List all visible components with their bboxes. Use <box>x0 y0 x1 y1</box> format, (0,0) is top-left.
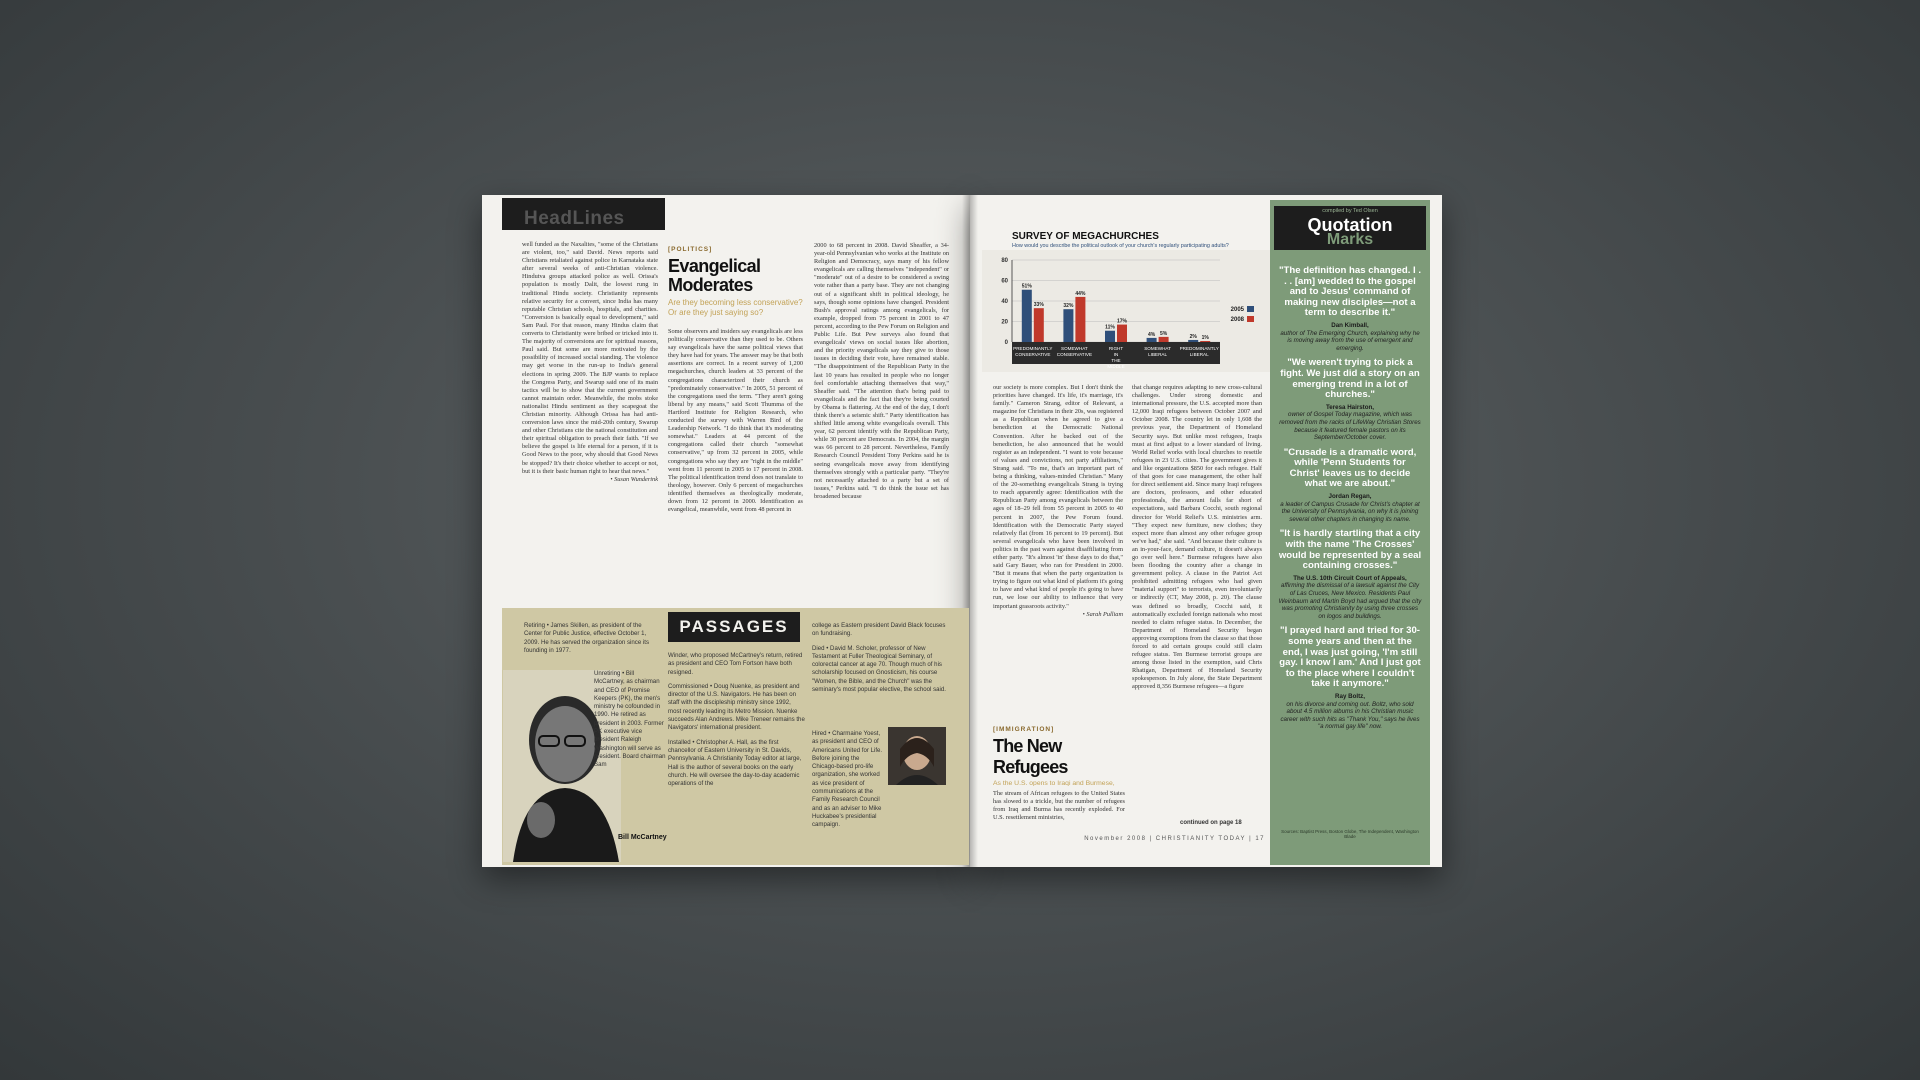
quote-item <box>1278 358 1422 441</box>
chart-bar <box>1022 290 1032 342</box>
chart-data-label: 44% <box>1075 290 1086 297</box>
passages-col-2 <box>668 652 805 857</box>
chart-data-label: 4% <box>1147 331 1156 338</box>
passage-commissioned: Commissioned • Doug Nuenke, as president and director of the U.S. Navigators. He has been on staff with the discipleship ministry since 1992, most recently leading its Metro Mission. Nuenke succeeds Alan Andrews. Mike Treneer remains the Navigators' international president. <box>668 682 805 732</box>
chart-bar <box>1188 340 1198 342</box>
immigration-header <box>993 726 1125 786</box>
chart-legend-label: 2008 <box>1230 317 1244 323</box>
chart-bar <box>1075 297 1085 342</box>
passage-col3-cont: college as Eastern president David Black focuses on fundraising. <box>812 622 946 638</box>
quote-item <box>1278 626 1422 731</box>
quote-context: author of The Emerging Church, explaining why he is moving away from the use of emergent and emerging. <box>1280 329 1420 352</box>
chart-bar <box>1200 341 1210 342</box>
article-col-2 <box>668 328 803 604</box>
chart-bar <box>1034 308 1044 342</box>
article-col-1-text: well funded as the Naxalites, "some of the Christians are violent, too," said David. News reports said Christians retaliated against police in Karnataka state after several weeks of anti-Christian violence. Hindutva groups attacked police as well. Orissa's population is mostly Dalit, the lowest rung in traditional Hindu society. Christianity represents relative security for a convert, since India has many reputable Christian schools, hospitals, and charities. "Conversion is basically equal to development," said Sam Paul. For that reason, many Hindus claim that converts to Christianity were bribed or tricked into it. The majority of conversions are for spiritual reasons, Paul said. But some are more motivated by the possibility of increased social standing. The violence may get worse in the run-up to India's general elections in spring 2009. The BJP wants to replace the Congress Party, and Swarup said one of its main tactics will be to show that the current government cannot maintain order. Meanwhile, the mobs stoke nationalist Hindu sentiment as they scapegoat the Christian minority. Although Orissa has had anti-conversion laws since the mid-20th century, Swarup and other Christians cite the national constitution and their spiritual obligation to preach their faith. "If we believe the gospel is life eternal for a person, if it is Good News to the poor, why should that Good News be stopped? It's their choice whether to accept or not, but it is their basic human right to hear that news." <box>522 241 658 475</box>
passage-installed: Installed • Christopher A. Hall, as the first chancellor of Eastern University in St. Davids, Pennsylvania. A Christianity Today editor at large, Hall is the author of several books on the early church. He will oversee the day-to-day academic operations of the <box>668 738 802 788</box>
right-article-col-1b-text: The stream of African refugees to the United States has slowed to a trickle, but the number of refugees from Iraq and Burma has recently exploded. For U.S. resettlement ministries, <box>993 790 1125 822</box>
quote-text: "I prayed hard and tried for 30-some years and then at the end, I was just going, 'I'm still gay. I know I am.' And I just got to the place where I couldn't take it anymore." <box>1279 625 1421 690</box>
quote-sources: Sources: Baptist Press, Boston Globe, The Independent, Washington Blade <box>1281 829 1419 839</box>
kicker-immigration: [IMMIGRATION] <box>993 726 1055 733</box>
compiled-by: compiled by Ted Olsen <box>1322 208 1378 214</box>
quote-author: Jordan Regan, <box>1328 493 1372 501</box>
article-col-3 <box>814 242 949 604</box>
chart-data-label: 11% <box>1105 324 1115 331</box>
chart-data-label: 1% <box>1201 334 1209 341</box>
passage-retiring-text: Retiring • James Skillen, as president of the Center for Public Justice, effective October 1, 2009. He has served the organization since its founding in 1977. <box>524 622 649 654</box>
article-col-1 <box>522 241 658 596</box>
passage-hired-text: Hired • Charmaine Yoest, as president and CEO of Americans United for Life. Before joining the Chicago-based pro-life organization, she worked as vice president of communications at the Family Research Council and as an adviser to Mike Huckabee's presidential campaign. <box>812 730 883 829</box>
quote-context: a leader of Campus Crusade for Christ's chapter at the University of Pennsylvania, on why it is joining several other chapters in changing its name. <box>1280 500 1420 523</box>
quote-context: owner of Gospel Today magazine, which was removed from the racks of LifeWay Christian Stores because it featured female pastors on its September/October cover. <box>1279 411 1421 442</box>
chart-data-label: 5% <box>1159 330 1168 337</box>
quote-text: "Crusade is a dramatic word, while 'Penn Students for Christ' leaves us to decide what we are about." <box>1283 446 1417 490</box>
chart-y-tick-label: 0 <box>1004 340 1008 346</box>
byline-2: • Sarah Pulliam <box>1082 610 1123 618</box>
chart-x-tick-label: RIGHT IN THE MIDDLE <box>1107 346 1125 369</box>
article-col-3-text: 2000 to 68 percent in 2008. David Sheaffer, a 34-year-old Pennsylvanian who works at the Institute on Religion and Democracy, says many of his fellow evangelicals are calling themselves "independent" or "moderate" out of a desire to be considered a swing vote rather than a party base. They are not changing out of a significant shift in political ideology, he says, though some opinions have changed. President Bush's approval ratings among evangelicals, for example, dropped from 75 percent in 2001 to 47 percent, according to the Pew Forum on Religion and Public Life. But Pew surveys also found that evangelicals' views on social issues like abortion, and the priority evangelicals say they give to those issues in deciding their vote, have remained stable. "The disappointment of the Republican Party in the last 10 years has resulted in people who no longer feel comfortable attaching themselves that way," Sheaffer said. "The attention that's being paid to evangelicals and the fact that they're being courted by Obama is flattering. At the end of the day, I don't think there's a seismic shift." Party identification has shifted little among white evangelicals overall. This year, 62 percent identify with the Republican Party, while 30 percent are Democrats. In 2004, the margin was 66 percent to 28 percent. Nevertheless, Family Research Council President Tony Perkins said he is seeing evangelicals move away from identifying themselves strongly with a particular party. "They're not necessarily attached to a party but a set of issues," Perkins said. "I do think the issue set has broadened because <box>814 242 949 500</box>
continued-note: continued on page 18 <box>1180 820 1242 826</box>
quote-author: Dan Kimball, <box>1331 321 1369 329</box>
chart-y-tick-label: 20 <box>1001 319 1008 326</box>
photo-charmaine-yoest <box>888 727 946 785</box>
chart-bar <box>1117 325 1127 342</box>
chart-subtitle: How would you describe the political outlook of your church's regularly participating adults? <box>1012 243 1229 249</box>
politics-header <box>668 246 803 326</box>
quote-item <box>1278 529 1422 620</box>
kicker-politics: [POLITICS] <box>668 246 713 253</box>
quote-item <box>1278 448 1422 524</box>
chart-data-label: 51% <box>1021 283 1032 290</box>
chart-data-label: 2% <box>1189 333 1197 340</box>
quotes-list <box>1278 266 1422 826</box>
right-article-col-1 <box>993 384 1123 708</box>
section-tab-headlines: HeadLines <box>502 198 665 230</box>
chart-bar <box>1159 337 1169 342</box>
quote-author: Teresa Hairston, <box>1325 403 1375 411</box>
headline-new-refugees: The New Refugees <box>993 736 1068 777</box>
chart-bar <box>1063 309 1073 342</box>
quotation-title-marks: Marks <box>1326 231 1374 248</box>
right-article-col-1-text: our society is more complex. But I don't think the priorities have changed. It's life, it's marriage, it's family." Cameron Strang, editor of Relevant, a magazine for Christians in their 20s, was registered as a Republican when he agreed to give a benediction at the Democratic National Convention. After he backed out of the benediction, he also announced that he would register as an independent. "I want to vote because of values and convictions, not party affiliations," Strang said. "To me, that's an important part of being a thinking, values-minded Christian." Many of the 20-something evangelicals Strang is trying to reach apparently agree: Identification with the Republican Party among evangelicals between the ages of 18–29 fell from 55 percent in 2005 to 40 percent in 2007, the Pew Forum found. Identification with the Democratic Party stayed relatively flat (from 16 percent to 19 percent). But several evangelicals who have been involved in politics in the past warn against disaffiliating from either party. "It's almost 'in' these days to do that," said Gary Bauer, who ran for President in 2000. "But it means that when the party organization is trying to figure out what kind of platform it's going to have and what kind of people it's going to have run, we lose our ability to influence that very important grassroots activity." <box>993 384 1123 610</box>
chart-title: SURVEY OF MEGACHURCHES <box>1012 231 1159 242</box>
chart-y-tick-label: 80 <box>1001 258 1008 264</box>
right-article-col-2 <box>1132 384 1262 820</box>
byline: • Susan Wunderink <box>610 475 658 483</box>
chart-data-label: 17% <box>1116 318 1128 325</box>
chart-x-tick-label: PREDOMINANTLY CONSERVATIVE <box>1013 346 1053 357</box>
chart-data-label: 32% <box>1063 303 1074 310</box>
chart-y-tick-label: 40 <box>1001 299 1008 305</box>
quote-text: "The definition has changed. I . . . [am] wedded to the gospel and to Jesus' command of making new disciples—not a term to describe it." <box>1278 266 1422 319</box>
headline-evangelical-moderates: Evangelical Moderates <box>668 256 761 295</box>
passage-died: Died • David M. Scholer, professor of New Testament at Fuller Theological Seminary, of colorectal cancer at age 70. Though much of his scholarship focused on Gnosticism, his course "Women, the Bible, and the Church" was the seminary's most popular elective, the school said. <box>812 644 946 694</box>
passage-retiring <box>524 622 660 670</box>
megachurch-chart <box>982 250 1270 372</box>
passage-hired <box>812 730 884 830</box>
passage-unretiring-text: Unretiring • Bill McCartney, as chairman and CEO of Promise Keepers (PK), the men's ministry he cofounded in 1990. He retired as president in 2003. Former PK executive vice president Raleigh Washington will serve as president. Board chairman Sam <box>594 670 666 769</box>
quote-item <box>1278 266 1422 352</box>
chart-legend-label: 2005 <box>1230 307 1244 313</box>
chart-bar <box>1147 338 1157 342</box>
quotation-title: Quotation <box>1307 215 1393 235</box>
quote-author: The U.S. 10th Circuit Court of Appeals, <box>1293 574 1407 582</box>
chart-x-tick-label: PREDOMINANTLY LIBERAL <box>1179 346 1219 357</box>
chart-data-label: 33% <box>1033 302 1044 309</box>
passage-col2-cont: Winder, who proposed McCartney's return, retired as president and CEO Tom Fortson have both resigned. <box>668 652 803 676</box>
quote-context: affirming the dismissal of a lawsuit against the City of Las Cruces, New Mexico. Residents Paul Weinbaum and Martin Boyd had argued that the city was promoting Christianity by using three crosses on logos and buildings. <box>1278 582 1422 620</box>
article-col-2-text: Some observers and insiders say evangelicals are less politically conservative than they used to be. Others say evangelicals have the same political views that they have had for years. The answer may be that both assertions are correct. In a recent survey of 1,200 megachurches, church leaders at 33 percent of the congregations characterized their church as "predominately conservative." In 2005, 51 percent of the congregations used the term. "They aren't going liberal by any means," said Scott Thumma of the Hartford Institute for Religion Research, who conducted the survey with Warren Bird of the Leadership Network. "I do think that it's moderating somewhat." Leaders at 44 percent of the congregations called their church "somewhat conservative," up from 32 percent in 2005, while congregations who say they are "right in the middle" went from 11 percent in 2005 to 17 percent in 2008. The political identification trend does not translate to theology, however. Only 6 percent of megachurches identified themselves as theologically moderate, down from 12 percent in 2000. Identification as evangelical, meanwhile, went from 48 percent in <box>668 328 803 514</box>
dek-refugees: As the U.S. opens to Iraqi and Burmese, <box>993 780 1115 786</box>
chart-legend-swatch <box>1247 316 1254 322</box>
quote-author: Ray Boltz, <box>1335 692 1365 700</box>
page-footer: November 2008 | CHRISTIANITY TODAY | 17 <box>1084 836 1265 842</box>
quote-text: "We weren't trying to pick a fight. We just did a story on an emerging trend in a lot of churches." <box>1280 357 1420 401</box>
quote-context: on his divorce and coming out. Boltz, who sold about 4.5 million albums in his Christian music career with such hits as "Thank You," says he lives "a normal gay life" now. <box>1280 700 1420 731</box>
photo-caption: Bill McCartney <box>618 834 667 841</box>
right-article-col-2-text: that change requires adapting to new cross-cultural challenges. Under strong domestic and international pressure, the U.S. accepted more than 12,000 Iraqi refugees between October 2007 and October 2008. The country let in only 1,608 the previous year, the Department of Homeland Security says. But unlike most refugees, Iraqis must at first adjust to a lower standard of living. World Relief works with local churches to resettle refugees in 23 U.S. cities. The government gives it and like organizations $850 for each refugee. Half of that goes for case management, the other half for direct settlement aid. Since many Iraqi refugees are doctors, professors, and other educated professionals, the amount falls far short of expectations, said Barbara Cocchi, south regional director for World Relief's U.S. ministries arm. "They expect new furniture, new clothes; they expect more than almost any other refugee group we've had," she said. "And because their culture is an in-your-face, demand culture, it doesn't always go over well here." Burmese refugees have also been flooding the country after a change in government policy. A clause in the Patriot Act prohibited admitting refugees who had given "material support" to terrorists, even involuntarily or indirectly (CT, May 2008, p. 20). The clause was defined so broadly, Cocchi said, it automatically excluded foreign nationals who most needed to claim refugee status. In December, the Department of Homeland Security began approving exemptions from the clause so that those forced to aid certain groups could still claim refugee status. Ten Burmese terrorist groups are among those listed in the exemption, said Chris Rhatigan, Department of Homeland Security spokesperson. In July alone, the State Department approved 8,356 Burmese refugees—a figure <box>1132 384 1262 691</box>
chart-bar <box>1105 331 1115 342</box>
passages-title: PASSAGES <box>668 612 800 642</box>
chart-x-tick-label: SOMEWHAT LIBERAL <box>1144 346 1171 357</box>
chart-y-tick-label: 60 <box>1001 278 1008 285</box>
dek-evangelical: Are they becoming less conservative? Or are they just saying so? <box>668 298 803 317</box>
chart-x-tick-label: SOMEWHAT CONSERVATIVE <box>1056 346 1093 357</box>
chart-legend-swatch <box>1247 306 1254 312</box>
quote-text: "It is hardly startling that a city with the name 'The Crosses' would be represented by a seal containing crosses." <box>1278 528 1422 572</box>
passage-unretiring <box>594 670 666 820</box>
